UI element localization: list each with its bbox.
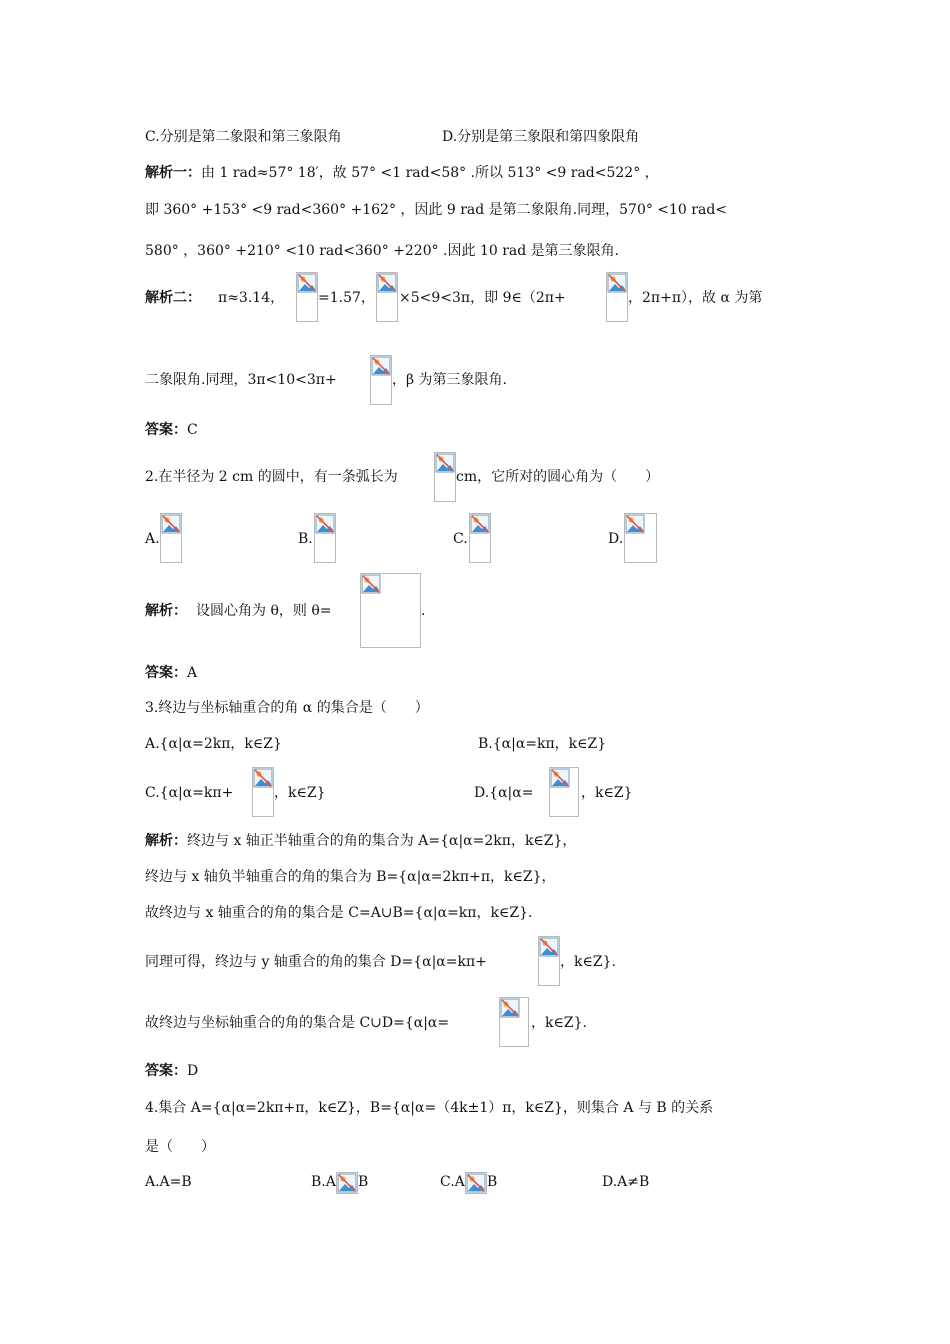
- q2-option-d: D.: [608, 531, 624, 547]
- q3-analysis-line5a: 故终边与坐标轴重合的角的集合是 C∪D={α|α=: [145, 1015, 450, 1031]
- broken-image-icon: [252, 767, 274, 817]
- q2-analysis-a: 设圆心角为 θ，则 θ=: [196, 603, 332, 619]
- broken-image-icon: [370, 355, 392, 405]
- answer-label: 答案：: [145, 1063, 187, 1079]
- q4-stem-line1: 4.集合 A={α|α=2kπ+π，k∈Z}，B={α|α=（4k±1）π，k∈Z}，则集合 A 与 B 的关系: [145, 1100, 714, 1116]
- q3-option-c-b: ，k∈Z}: [274, 785, 326, 801]
- broken-image-icon: [336, 1172, 358, 1194]
- broken-image-icon: [296, 272, 318, 322]
- analysis-label: 解析：: [145, 833, 187, 849]
- q3-analysis-line4a: 同理可得，终边与 y 轴重合的角的集合 D={α|α=kπ+: [145, 954, 487, 970]
- q4-stem-line2: 是（ ）: [145, 1139, 215, 1155]
- q1-option-c: C.分别是第二象限和第三象限角: [145, 129, 342, 145]
- q2-option-b: B.: [298, 531, 313, 547]
- broken-image-icon: [314, 513, 336, 563]
- broken-image-icon: [499, 997, 529, 1047]
- q3-option-b: B.{α|α=kπ，k∈Z}: [478, 736, 607, 752]
- q1-analysis2-label: 解析二：: [145, 290, 201, 306]
- q3-option-d-b: ，k∈Z}: [581, 785, 633, 801]
- q2-analysis-label: 解析：: [145, 603, 187, 619]
- q3-stem: 3.终边与坐标轴重合的角 α 的集合是（ ）: [145, 700, 429, 716]
- q1-analysis2-text-a: π≈3.14，: [218, 290, 285, 306]
- broken-image-icon: [360, 573, 421, 648]
- answer-label: 答案：: [145, 665, 187, 681]
- q1-analysis1-line1: [145, 163, 659, 183]
- q2-stem-a: 2.在半径为 2 cm 的圆中，有一条弧长为: [145, 469, 398, 485]
- q3-option-a: A.{α|α=2kπ，k∈Z}: [145, 736, 282, 752]
- broken-image-icon: [465, 1172, 487, 1194]
- q1-analysis1-line2: 即 360° +153° <9 rad<360° +162° ，因此 9 rad 是第二象限角.同理，570° <10 rad<: [145, 202, 728, 218]
- q4-option-b-b: B: [358, 1174, 369, 1190]
- analysis-text: 由 1 rad≈57° 18′，故 57° <1 rad<58° .所以 513° <9 rad<522° ，: [201, 165, 659, 181]
- broken-image-icon: [624, 513, 657, 563]
- q3-option-d-a: D.{α|α=: [474, 785, 534, 801]
- q3-analysis-line3: 故终边与 x 轴重合的角的集合是 C=A∪B={α|α=kπ，k∈Z}.: [145, 905, 533, 921]
- answer-value: D: [187, 1063, 199, 1079]
- q4-option-a: A.A=B: [145, 1174, 192, 1190]
- q3-answer: [145, 1061, 198, 1081]
- q3-option-c-a: C.{α|α=kπ+: [145, 785, 234, 801]
- q1-analysis2-text-b: =1.57，: [318, 290, 375, 306]
- q2-answer: [145, 663, 197, 683]
- answer-value: C: [187, 422, 198, 438]
- q4-option-b-a: B.A: [311, 1174, 336, 1190]
- q4-option-d: D.A≠B: [602, 1174, 650, 1190]
- q4-option-c-a: C.A: [440, 1174, 465, 1190]
- q1-analysis1-line3: 580° ，360° +210° <10 rad<360° +220° .因此 10 rad 是第三象限角.: [145, 243, 620, 259]
- q2-analysis-b: .: [421, 603, 426, 619]
- analysis-text: 终边与 x 轴正半轴重合的角的集合为 A={α|α=2kπ，k∈Z}，: [187, 833, 577, 849]
- q3-analysis-line1: [145, 831, 576, 851]
- analysis-label: 解析一：: [145, 165, 201, 181]
- q1-analysis2-text-c: ×5<9<3π，即 9∈（2π+: [399, 290, 566, 306]
- q1-answer: [145, 420, 198, 440]
- q1-option-d: D.分别是第三象限和第四象限角: [442, 129, 640, 145]
- q1-analysis2-line2a: 二象限角.同理，3π<10<3π+: [145, 372, 337, 388]
- q3-analysis-line2: 终边与 x 轴负半轴重合的角的集合为 B={α|α=2kπ+π，k∈Z}，: [145, 869, 556, 885]
- broken-image-icon: [606, 272, 628, 322]
- broken-image-icon: [538, 936, 560, 986]
- q3-analysis-line5b: ，k∈Z}.: [531, 1015, 587, 1031]
- q1-analysis2-text-d: ，2π+π），故 α 为第: [628, 290, 763, 306]
- q1-analysis2-line2b: ，β 为第三象限角.: [392, 372, 507, 388]
- q2-stem-b: cm，它所对的圆心角为（ ）: [456, 469, 660, 485]
- broken-image-icon: [376, 272, 398, 322]
- q2-option-a: A.: [145, 531, 160, 547]
- answer-value: A: [187, 665, 198, 681]
- q4-option-c-b: B: [487, 1174, 498, 1190]
- answer-label: 答案：: [145, 422, 187, 438]
- broken-image-icon: [434, 452, 456, 502]
- broken-image-icon: [160, 513, 182, 563]
- q3-analysis-line4b: ，k∈Z}.: [560, 954, 616, 970]
- q2-option-c: C.: [453, 531, 468, 547]
- broken-image-icon: [469, 513, 491, 563]
- broken-image-icon: [549, 767, 579, 817]
